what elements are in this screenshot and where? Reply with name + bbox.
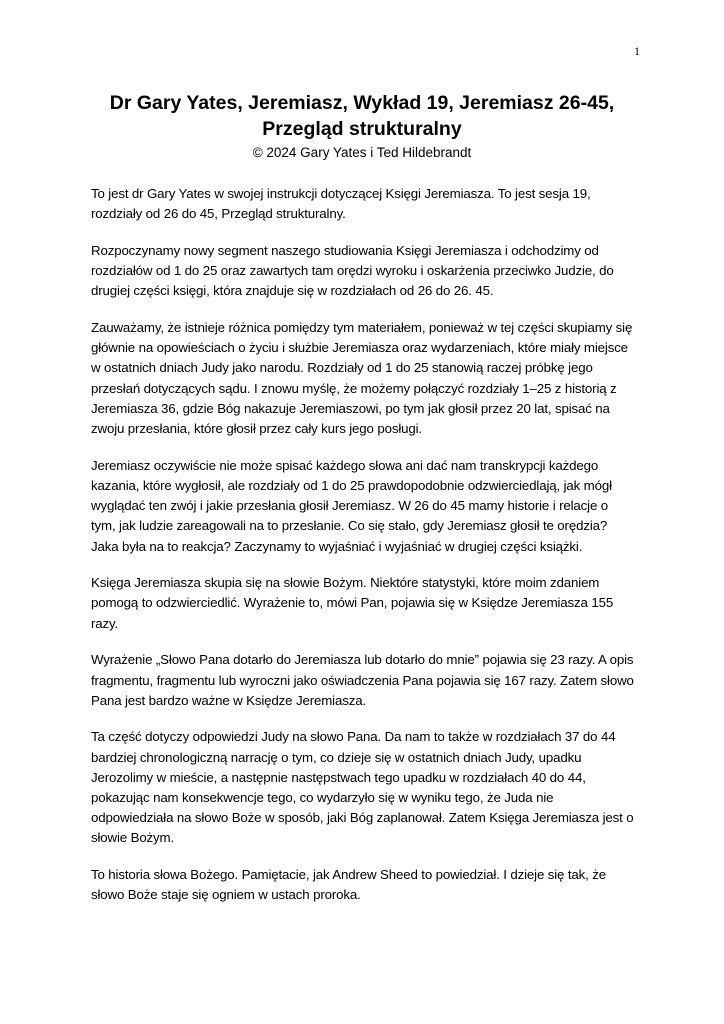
paragraph: Zauważamy, że istnieje różnica pomiędzy tym materiałem, ponieważ w tej części skupiamy się głównie na opowieściach o życiu i służbie Jeremiasza oraz wydarzeniach, które miały miejsce w ostatnich dniach Judy jako narodu. Rozdziały od 1 do 25 stanowią raczej próbkę jego przesłań dotyczących sądu. I znowu myślę, że możemy połączyć rozdziały 1–25 z historią z Jeremiasza 36, gdzie Bóg nakazuje Jeremiaszowi, po tym jak głosił przez 20 lat, spisać na zwoju przesłania, które głosił przez cały kurs jego posługi. (91, 320, 633, 437)
paragraph: To historia słowa Bożego. Pamiętacie, jak Andrew Sheed to powiedział. I dzieje się tak, że słowo Boże staje się ogniem w ustach proroka. (91, 867, 606, 903)
document-body (91, 184, 636, 922)
title-line-2: Przegląd strukturalny (262, 118, 462, 140)
paragraph: Ta część dotyczy odpowiedzi Judy na słowo Pana. Da nam to także w rozdziałach 37 do 44 bardziej chronologiczną narrację o tym, co dzieje się w ostatnich dniach Judy, upadku Jerozolimy w mieście, a następnie następstwach tego upadku w rozdziałach 40 do 44, pokazując nam konsekwencje tego, co wydarzyło się w wyniku tego, że Juda nie odpowiedziała na słowo Boże w sposób, jaki Bóg zaplanował. Zatem Księga Jeremiasza jest o słowie Bożym. (91, 729, 634, 846)
paragraph: Księga Jeremiasza skupia się na słowie Bożym. Niektóre statystyki, które moim zdaniem pomogą to odzwierciedlić. Wyrażenie to, mówi Pan, pojawia się w Księdze Jeremiasza 155 razy. (91, 575, 614, 631)
document-title (70, 90, 654, 142)
paragraph: Rozpoczynamy nowy segment naszego studiowania Księgi Jeremiasza i odchodzimy od rozdziałów od 1 do 25 oraz zawartych tam orędzi wyroku i oskarżenia przeciwko Judzie, do drugiej części księgi, która znajduje się w rozdziałach od 26 do 26. 45. (91, 242, 614, 299)
paragraph: Wyrażenie „Słowo Pana dotarło do Jeremiasza lub dotarło do mnie” pojawia się 23 razy. A opis fragmentu, fragmentu lub wyroczni jako oświadczenia Pana pojawia się 167 razy. Zatem słowo Pana jest bardzo ważne w Księdze Jeremiasza. (91, 652, 634, 708)
title-line-1: Dr Gary Yates, Jeremiasz, Wykład 19, Jeremiasz 26-45, (109, 92, 615, 114)
paragraph: Jeremiasz oczywiście nie może spisać każdego słowa ani dać nam transkrypcji każdego kazania, które wygłosił, ale rozdziały od 1 do 25 prawdopodobnie odzwierciedlają, jak mógł wyglądać ten zwój i jakie przesłania głosił Jeremiasz. W 26 do 45 mamy historie i relacje o tym, jak ludzie zareagowali na to przesłanie. Co się stało, gdy Jeremiasz głosił te orędzia? Jaka była na to reakcja? Zaczynamy to wyjaśniać i wyjaśniać w drugiej części książki. (91, 457, 612, 554)
copyright-line: © 2024 Gary Yates i Ted Hildebrandt (252, 145, 472, 160)
page-number: 1 (634, 44, 640, 58)
paragraph: To jest dr Gary Yates w swojej instrukcji dotyczącej Księgi Jeremiasza. To jest sesja 19, rozdziały od 26 do 45, Przegląd strukturalny. (91, 186, 591, 222)
